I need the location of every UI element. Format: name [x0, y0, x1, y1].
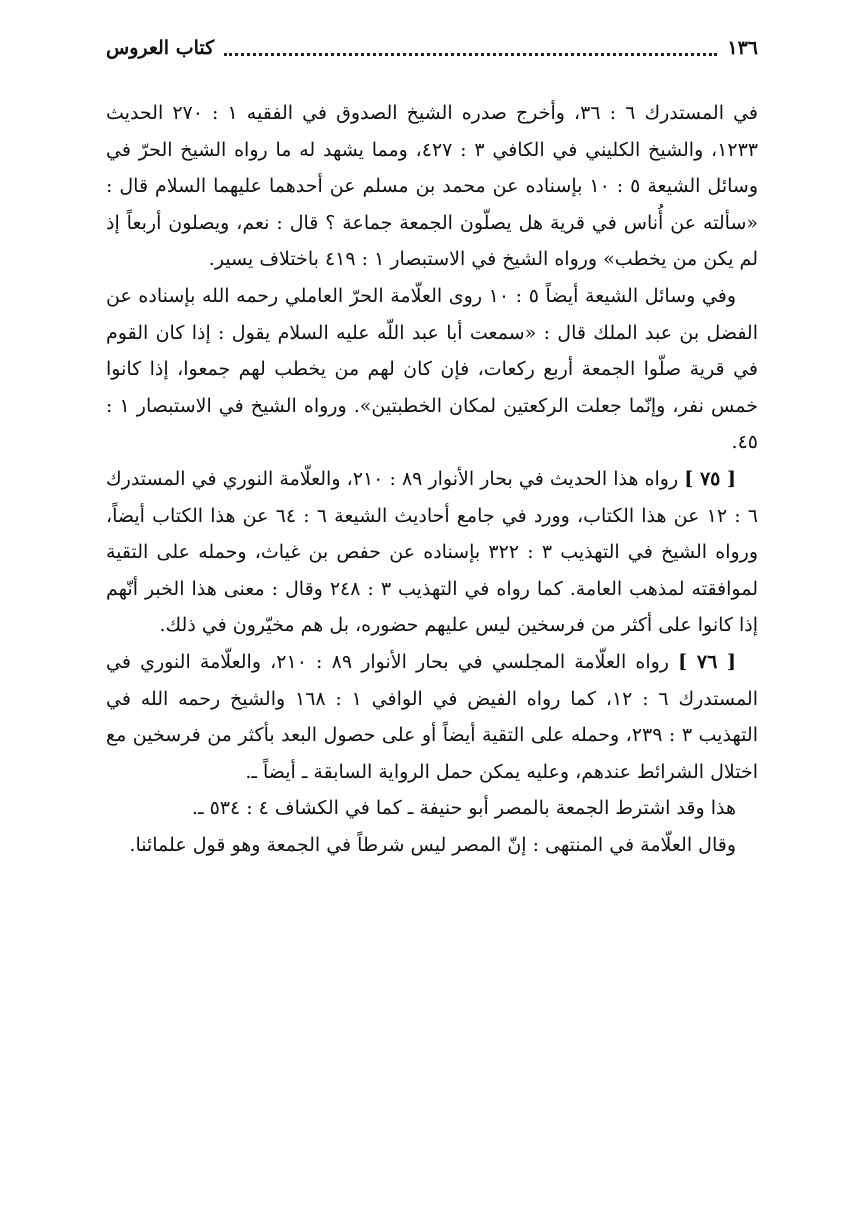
- page-number: ١٣٦: [727, 37, 758, 59]
- paragraph-text: رواه هذا الحديث في بحار الأنوار ٨٩ : ٢١٠، والعلّامة النوري في المستدرك ٦ : ١٢ عن هذا الكتاب، وورد في جامع أحاديث الشيعة ٦ : ٦٤ عن هذا الكتاب أيضاً، ورواه الشيخ في التهذيب ٣ : ٣٢٢ بإسناده عن حفص بن غياث، وحمله على التقية لموافقته لمذهب العامة. كما رواه في التهذيب ٣ : ٢٤٨ وقال : معنى هذا الخبر أنّهم إذا كانوا على أكثر من فرسخين ليس عليهم حضوره، بل هم مخيّرون في ذلك.: [106, 467, 758, 637]
- paragraph-text: هذا وقد اشترط الجمعة بالمصر أبو حنيفة ـ كما في الكشاف ٤ : ٥٣٤ ـ.: [191, 797, 736, 820]
- running-title: كتاب العروس: [106, 37, 215, 59]
- paragraph-text: وفي وسائل الشيعة أيضاً ٥ : ١٠ روى العلّامة الحرّ العاملي رحمه الله بإسناده عن الفضل بن عبد الملك قال : «سمعت أبا عبد اللّه عليه السلام يقول : إذا كان القوم في قرية صلّوا الجمعة أربع ركعات، فإن كان لهم من يخطب لهم جمعوا، إذا كانوا خمس نفر، وإنّما جعلت الركعتين لمكان الخطبتين». ورواه الشيخ في الاستبصار ١ : ٤٥.: [106, 284, 758, 454]
- paragraph-text: رواه العلّامة المجلسي في بحار الأنوار ٨٩ : ٢١٠، والعلّامة النوري في المستدرك ٦ : ١٢، كما رواه الفيض في الوافي ١ : ١٦٨ والشيخ رحمه الله في التهذيب ٣ : ٢٣٩، وحمله على التقية أيضاً أو على حصول البعد بأكثر من فرسخين مع اختلال الشرائط عندهم، وعليه يمكن حمل الرواية السابقة ـ أيضاً ـ.: [106, 650, 758, 783]
- paragraph-text: في المستدرك ٦ : ٣٦، وأخرج صدره الشيخ الصدوق في الفقيه ١ : ٢٧٠ الحديث ١٢٣٣، والشيخ الكليني في الكافي ٣ : ٤٢٧، ومما يشهد له ما رواه الشيخ الحرّ في وسائل الشيعة ٥ : ١٠ بإسناده عن محمد بن مسلم عن أحدهما عليهما السلام قال : «سألته عن أُناس في قرية هل يصلّون الجمعة جماعة ؟ قال : نعم، ويصلون أربعاً إذ لم يكن من يخطب» ورواه الشيخ في الاستبصار ١ : ٤١٩ باختلاف يسير.: [106, 102, 758, 271]
- paragraph-6: [106, 827, 758, 864]
- note-76: [106, 644, 758, 790]
- page-header: [106, 28, 758, 68]
- note-number: [ ٧٦ ]: [678, 650, 736, 673]
- paragraph-2: [106, 278, 758, 461]
- note-75: [106, 461, 758, 644]
- paragraph-1: [106, 95, 758, 278]
- header-leader-dots: [224, 53, 717, 56]
- note-number: [ ٧٥ ]: [684, 467, 737, 490]
- paragraph-text: وقال العلّامة في المنتهى : إنّ المصر ليس شرطاً في الجمعة وهو قول علمائنا.: [129, 833, 736, 856]
- paragraph-5: [106, 790, 758, 827]
- body-text: [106, 95, 758, 863]
